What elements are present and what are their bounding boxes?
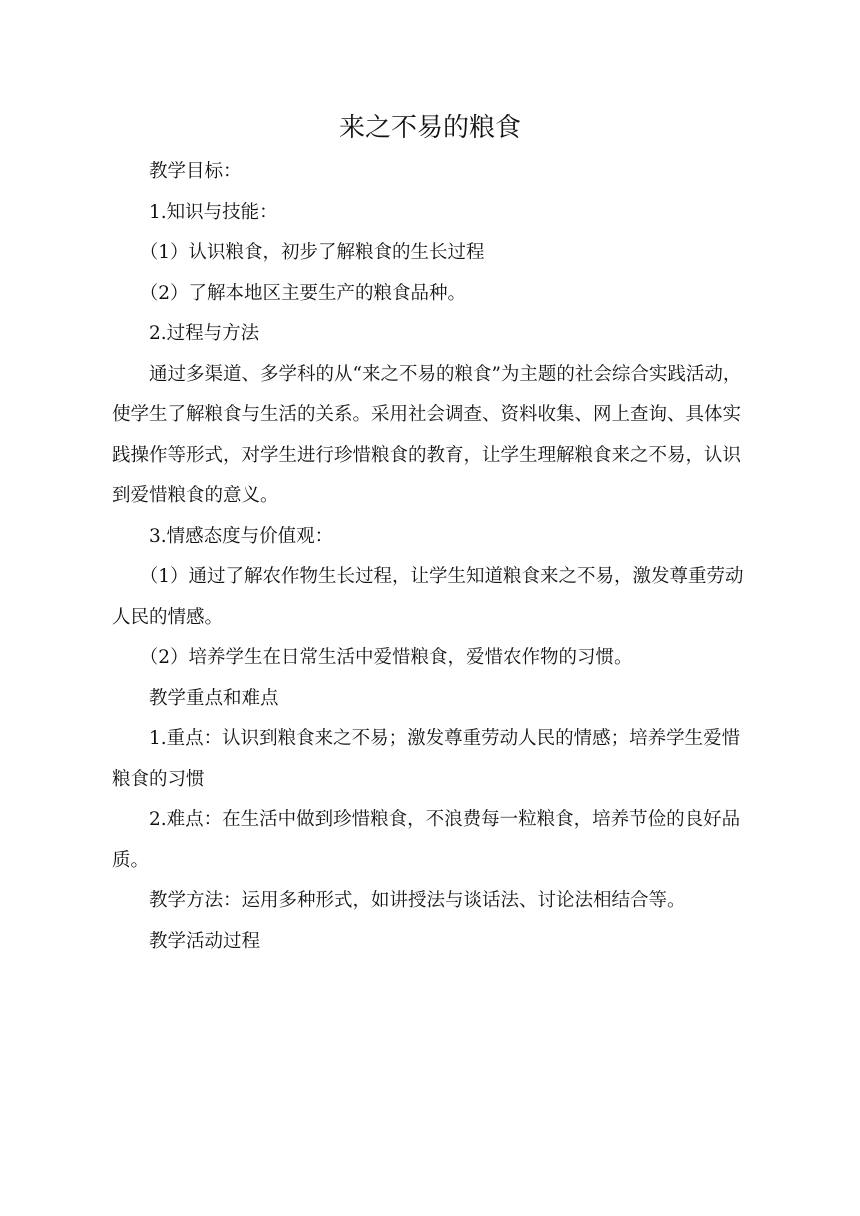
document-body bbox=[112, 152, 752, 962]
document-title: 来之不易的粮食 bbox=[338, 113, 521, 143]
list-item: （2）培养学生在日常生活中爱惜粮食，爱惜农作物的习惯。 bbox=[139, 647, 633, 668]
subheading-emotion-values: 3.情感态度与价值观： bbox=[149, 525, 334, 547]
body-paragraph: 通过多渠道、多学科的从“来之不易的粮食”为主题的社会综合实践活动，使学生了解粮食与生活的关系。采用社会调查、资料收集、网上查询、具体实践操作等形式，对学生进行珍惜粮食的教育，让学生理解粮食来之不易，认识到爱惜粮食的意义。 bbox=[112, 363, 742, 506]
difficulty-item: 2.难点：在生活中做到珍惜粮食，不浪费每一粒粮食，培养节俭的良好品质。 bbox=[112, 809, 741, 871]
heading-teaching-goals: 教学目标： bbox=[149, 161, 242, 182]
subheading-knowledge-skills: 1.知识与技能： bbox=[149, 201, 278, 223]
teaching-methods: 教学方法：运用多种形式，如讲授法与谈话法、讨论法相结合等。 bbox=[149, 890, 686, 911]
list-item: （1）通过了解农作物生长过程，让学生知道粮食来之不易，激发尊重劳动人民的情感。 bbox=[112, 566, 744, 628]
list-item: （2）了解本地区主要生产的粮食品种。 bbox=[139, 282, 467, 304]
heading-activity-process: 教学活动过程 bbox=[149, 930, 261, 952]
heading-key-points: 教学重点和难点 bbox=[149, 687, 279, 709]
subheading-process-methods: 2.过程与方法 bbox=[149, 323, 260, 344]
list-item: （1）认识粮食，初步了解粮食的生长过程 bbox=[139, 242, 485, 263]
key-point-item: 1.重点：认识到粮食来之不易；激发尊重劳动人民的情感；培养学生爱惜粮食的习惯 bbox=[112, 728, 741, 790]
